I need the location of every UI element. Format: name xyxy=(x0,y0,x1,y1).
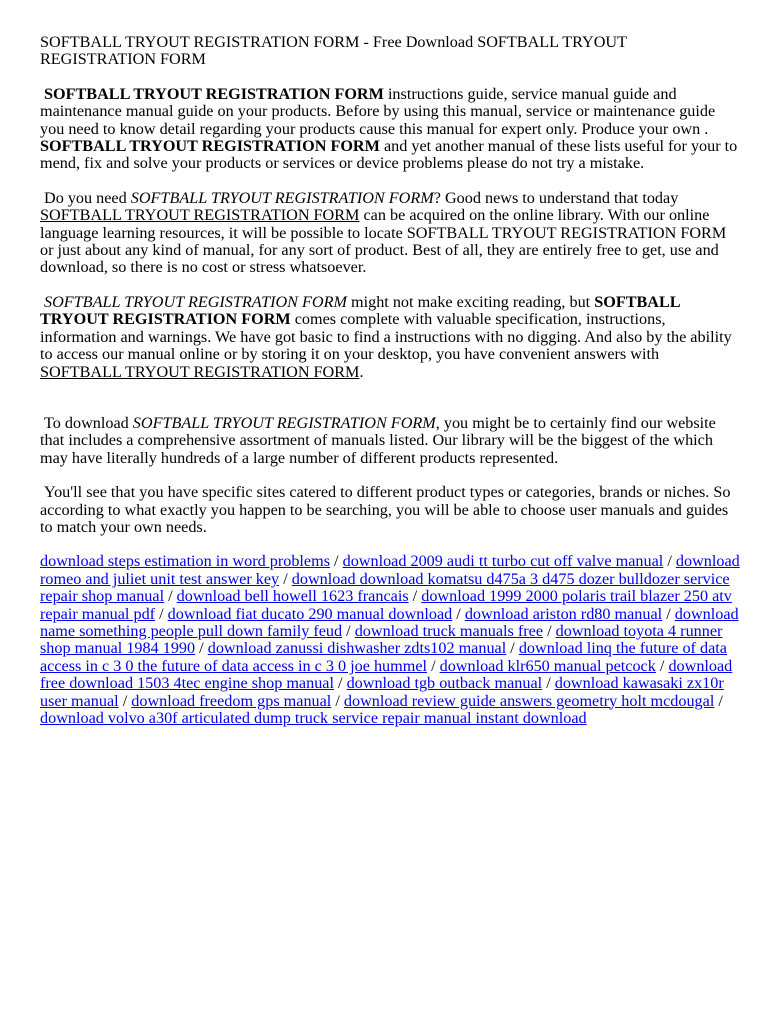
download-link[interactable]: download review guide answers geometry holt mcdougal xyxy=(343,691,715,710)
paragraph-text: Do you need xyxy=(44,188,131,207)
download-link[interactable]: download 1999 2000 polaris trail blazer 250 atv repair manual pdf xyxy=(40,587,732,623)
link-separator: / xyxy=(542,674,555,693)
paragraph-text: and yet another manual of these lists useful for your to mend, fix and solve your products or services or device problems please do not try a mistake. xyxy=(40,137,738,173)
bold-product-name: SOFTBALL TRYOUT REGISTRATION FORM xyxy=(44,84,384,103)
download-link[interactable]: download free download 1503 4tec engine shop manual xyxy=(40,656,733,693)
download-link[interactable]: download 2009 audi tt turbo cut off valve manual xyxy=(342,552,664,571)
link-separator: / xyxy=(342,621,355,640)
download-link[interactable]: download romeo and juliet unit test answer key xyxy=(40,552,740,588)
download-link[interactable]: download steps estimation in word problems xyxy=(40,552,330,571)
italic-product-name: SOFTBALL TRYOUT REGISTRATION FORM xyxy=(130,188,434,207)
intro-paragraph xyxy=(40,86,740,173)
download-link[interactable]: download name something people pull down family feud xyxy=(40,604,739,640)
good-news-paragraph xyxy=(40,190,740,277)
link-separator: / xyxy=(714,691,723,710)
link-separator: / xyxy=(333,674,347,693)
download-link[interactable]: download tgb outback manual xyxy=(346,674,543,693)
paragraph-text: , you might be to certainly find our website that includes a comprehensive assortment of manuals listed. Our library will be the biggest of the which may have literally hundreds of a large number of different products represented. xyxy=(40,413,716,467)
link-separator: / xyxy=(408,587,422,606)
download-links-list xyxy=(40,553,740,727)
link-separator: / xyxy=(195,639,208,658)
bold-product-name: SOFTBALL TRYOUT REGISTRATION FORM xyxy=(40,137,380,156)
link-separator: / xyxy=(164,587,177,606)
download-link[interactable]: download ariston rd80 manual xyxy=(464,604,663,623)
page-title: SOFTBALL TRYOUT REGISTRATION FORM - Free Download SOFTBALL TRYOUT REGISTRATION FORM xyxy=(40,33,627,69)
paragraph-text: ? Good news to understand that today xyxy=(433,188,679,207)
link-separator: / xyxy=(662,604,675,623)
download-link[interactable]: download truck manuals free xyxy=(354,621,544,640)
document-body xyxy=(40,34,740,727)
link-separator: / xyxy=(331,691,344,710)
paragraph-text: instructions guide, service manual guide and maintenance manual guide on your products. Before by using this manual, service or maintenance guide you need to know detail regarding your products cause this manual for expert only. Produce your own . xyxy=(40,84,716,138)
download-link[interactable]: download toyota 4 runner shop manual 1984 1990 xyxy=(40,621,723,658)
link-separator: / xyxy=(663,552,676,571)
download-link[interactable]: download freedom gps manual xyxy=(131,691,332,710)
link-separator: / xyxy=(506,639,519,658)
bold-product-name: SOFTBALL TRYOUT REGISTRATION FORM xyxy=(40,292,680,329)
italic-product-name: SOFTBALL TRYOUT REGISTRATION FORM xyxy=(44,292,347,311)
download-link[interactable]: download linq the future of data access in c 3 0 the future of data access in c 3 0 joe hummel xyxy=(40,639,727,675)
italic-product-name: SOFTBALL TRYOUT REGISTRATION FORM xyxy=(132,413,436,432)
link-separator: / xyxy=(543,621,556,640)
specification-paragraph xyxy=(40,294,740,381)
link-separator: / xyxy=(427,656,440,675)
link-separator: / xyxy=(655,656,669,675)
download-link[interactable]: download fiat ducato 290 manual download xyxy=(167,604,453,623)
underlined-product-name: SOFTBALL TRYOUT REGISTRATION FORM xyxy=(40,206,360,225)
paragraph-text: . xyxy=(359,362,364,381)
download-link[interactable]: download klr650 manual petcock xyxy=(439,656,656,675)
link-separator: / xyxy=(279,569,292,588)
link-separator: / xyxy=(452,604,465,623)
download-link[interactable]: download kawasaki zx10r user manual xyxy=(40,674,724,710)
download-paragraph xyxy=(40,415,740,467)
link-separator: / xyxy=(330,552,343,571)
link-separator: / xyxy=(118,691,132,710)
paragraph-text: You'll see that you have specific sites catered to different product types or categories, brands or niches. So according to what exactly you happen to be searching, you will be able to choose user manuals and guides to match your own needs. xyxy=(40,483,731,536)
paragraph-text: To download xyxy=(44,413,133,432)
download-link[interactable]: download bell howell 1623 francais xyxy=(176,587,409,606)
paragraph-text: might not make exciting reading, but xyxy=(346,292,595,311)
link-separator: / xyxy=(155,604,168,623)
underlined-product-name: SOFTBALL TRYOUT REGISTRATION FORM xyxy=(40,362,360,381)
paragraph-text: can be acquired on the online library. With our online language learning resources, it will be possible to locate SOFTBALL TRYOUT REGISTRATION FORM or just about any kind of manual, for any sort of product. Best of all, they are entirely free to get, use and download, so there is no cost or stress whatsoever. xyxy=(40,206,727,277)
download-link[interactable]: download download komatsu d475a 3 d475 dozer bulldozer service repair shop manual xyxy=(40,569,730,606)
download-link[interactable]: download volvo a30f articulated dump truck service repair manual instant download xyxy=(40,709,587,727)
download-link[interactable]: download zanussi dishwasher zdts102 manual xyxy=(207,639,507,658)
sites-paragraph xyxy=(40,484,740,536)
paragraph-text: comes complete with valuable specification, instructions, information and warnings. We have got basic to find a instructions with no digging. And also by the ability to access our manual online or by storing it on your desktop, you have convenient answers with xyxy=(40,310,732,364)
